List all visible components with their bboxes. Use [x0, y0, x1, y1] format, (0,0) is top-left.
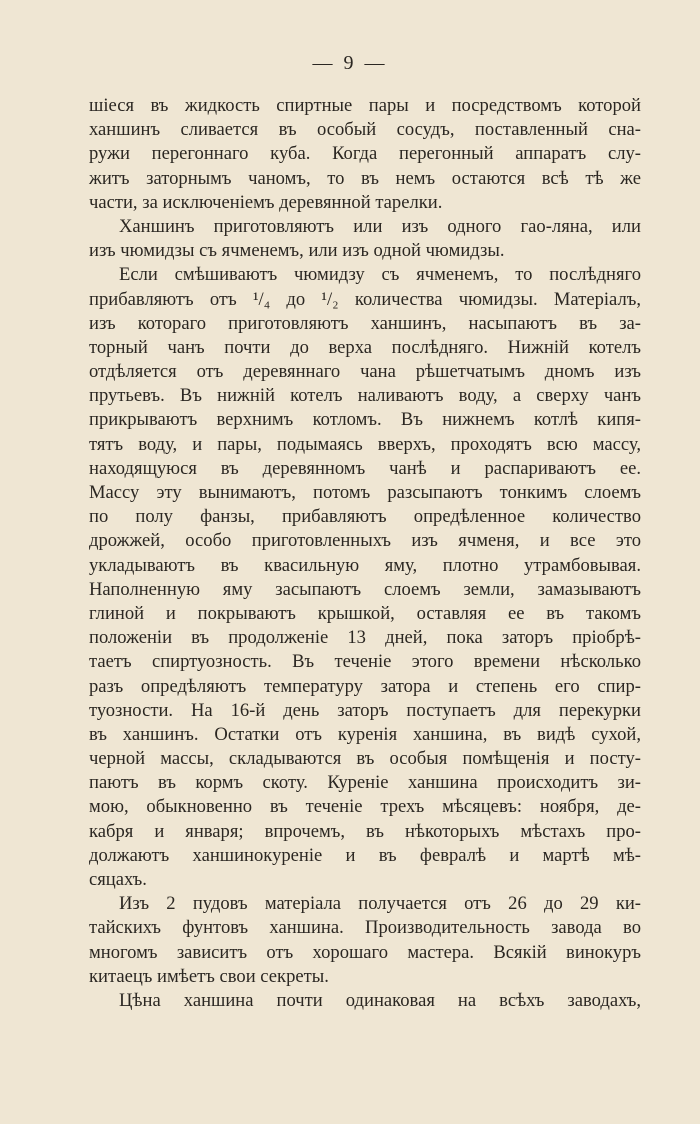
- text-line: многомъ зависитъ отъ хорошаго мастера. Всякій винокуръ: [89, 941, 641, 963]
- text-line: по полу фанзы, прибавляютъ опредѣленное количество: [89, 506, 641, 528]
- body-text: [89, 94, 641, 1013]
- text-line: изъ чюмидзы съ ячменемъ, или изъ одной чюмидзы.: [89, 240, 505, 262]
- text-line: укладываютъ въ квасильную яму, плотно утрамбовывая.: [89, 554, 641, 576]
- text-line: паютъ въ кормъ скоту. Куреніе ханшина происходитъ зи-: [89, 772, 641, 794]
- text-line: Если смѣшиваютъ чюмидзу съ ячменемъ, то послѣдняго: [119, 264, 641, 286]
- text-line: Ханшинъ приготовляютъ или изъ одного гао-ляна, или: [119, 215, 641, 237]
- text-line: Массу эту вынимаютъ, потомъ разсыпаютъ тонкимъ слоемъ: [89, 482, 641, 503]
- text-line: изъ котораго приготовляютъ ханшинъ, насыпаютъ въ за-: [89, 312, 641, 334]
- text-line: положеніи въ продолженіе 13 дней, пока заторъ пріобрѣ-: [89, 627, 641, 649]
- text-line: китаецъ имѣетъ свои секреты.: [89, 965, 329, 987]
- text-line: житъ заторнымъ чаномъ, то въ немъ остаются всѣ тѣ же: [89, 167, 641, 189]
- text-line: части, за исключеніемъ деревянной тарелки.: [89, 191, 443, 213]
- text-line: тайскихъ фунтовъ ханшина. Производительность завода во: [89, 917, 641, 939]
- text-line: въ ханшинъ. Остатки отъ куренія ханшина, въ видѣ сухой,: [89, 723, 641, 745]
- text-line: ханшинъ сливается въ особый сосудъ, поставленный сна-: [89, 119, 641, 141]
- text-line: отдѣляется отъ деревяннаго чана рѣшетчатымъ дномъ изъ: [89, 361, 641, 383]
- text-line: Наполненную яму засыпаютъ слоемъ земли, замазываютъ: [89, 578, 641, 600]
- text-line: черной массы, складываются въ особыя помѣщенія и посту-: [89, 748, 641, 770]
- text-line: мою, обыкновенно въ теченіе трехъ мѣсяцевъ: ноября, де-: [89, 796, 641, 818]
- text-line: тятъ воду, и пары, подымаясь вверхъ, проходятъ всю массу,: [89, 433, 641, 455]
- text-line: шіеся въ жидкость спиртные пары и посредствомъ которой: [89, 95, 641, 116]
- text-line: сяцахъ.: [89, 869, 147, 890]
- text-line: ружи перегоннаго куба. Когда перегонный аппаратъ слу-: [89, 143, 641, 165]
- text-line: находящуюся въ деревянномъ чанѣ и распариваютъ ее.: [89, 457, 641, 479]
- text-line: должаютъ ханшинокуреніе и въ февралѣ и мартѣ мѣ-: [89, 844, 641, 866]
- text-line: туозности. На 16-й день заторъ поступаетъ для перекурки: [89, 699, 641, 721]
- text-line: дрожжей, особо приготовленныхъ изъ ячменя, и все это: [89, 530, 641, 552]
- text-line: прутьевъ. Въ нижній котелъ наливаютъ воду, а сверху чанъ: [89, 385, 641, 407]
- text-line: разъ опредѣляютъ температуру затора и степень его спир-: [89, 675, 641, 697]
- page-number: — 9 —: [312, 52, 388, 74]
- text-line: глиной и покрываютъ крышкой, оставляя ее въ такомъ: [89, 602, 641, 624]
- text-line: Изъ 2 пудовъ матеріала получается отъ 26 до 29 ки-: [119, 893, 641, 915]
- text-line: таетъ спиртуозность. Въ теченіе этого времени нѣсколько: [89, 651, 641, 673]
- text-line: прибавляютъ отъ ¹/₄ до ¹/₂ количества чюмидзы. Матеріалъ,: [89, 288, 641, 310]
- text-line: Цѣна ханшина почти одинаковая на всѣхъ заводахъ,: [119, 989, 641, 1011]
- text-line: кабря и января; впрочемъ, въ нѣкоторыхъ мѣстахъ про-: [89, 820, 641, 842]
- text-line: прикрываютъ верхнимъ котломъ. Въ нижнемъ котлѣ кипя-: [89, 409, 641, 431]
- text-line: торный чанъ почти до верха послѣдняго. Нижній котелъ: [89, 336, 641, 358]
